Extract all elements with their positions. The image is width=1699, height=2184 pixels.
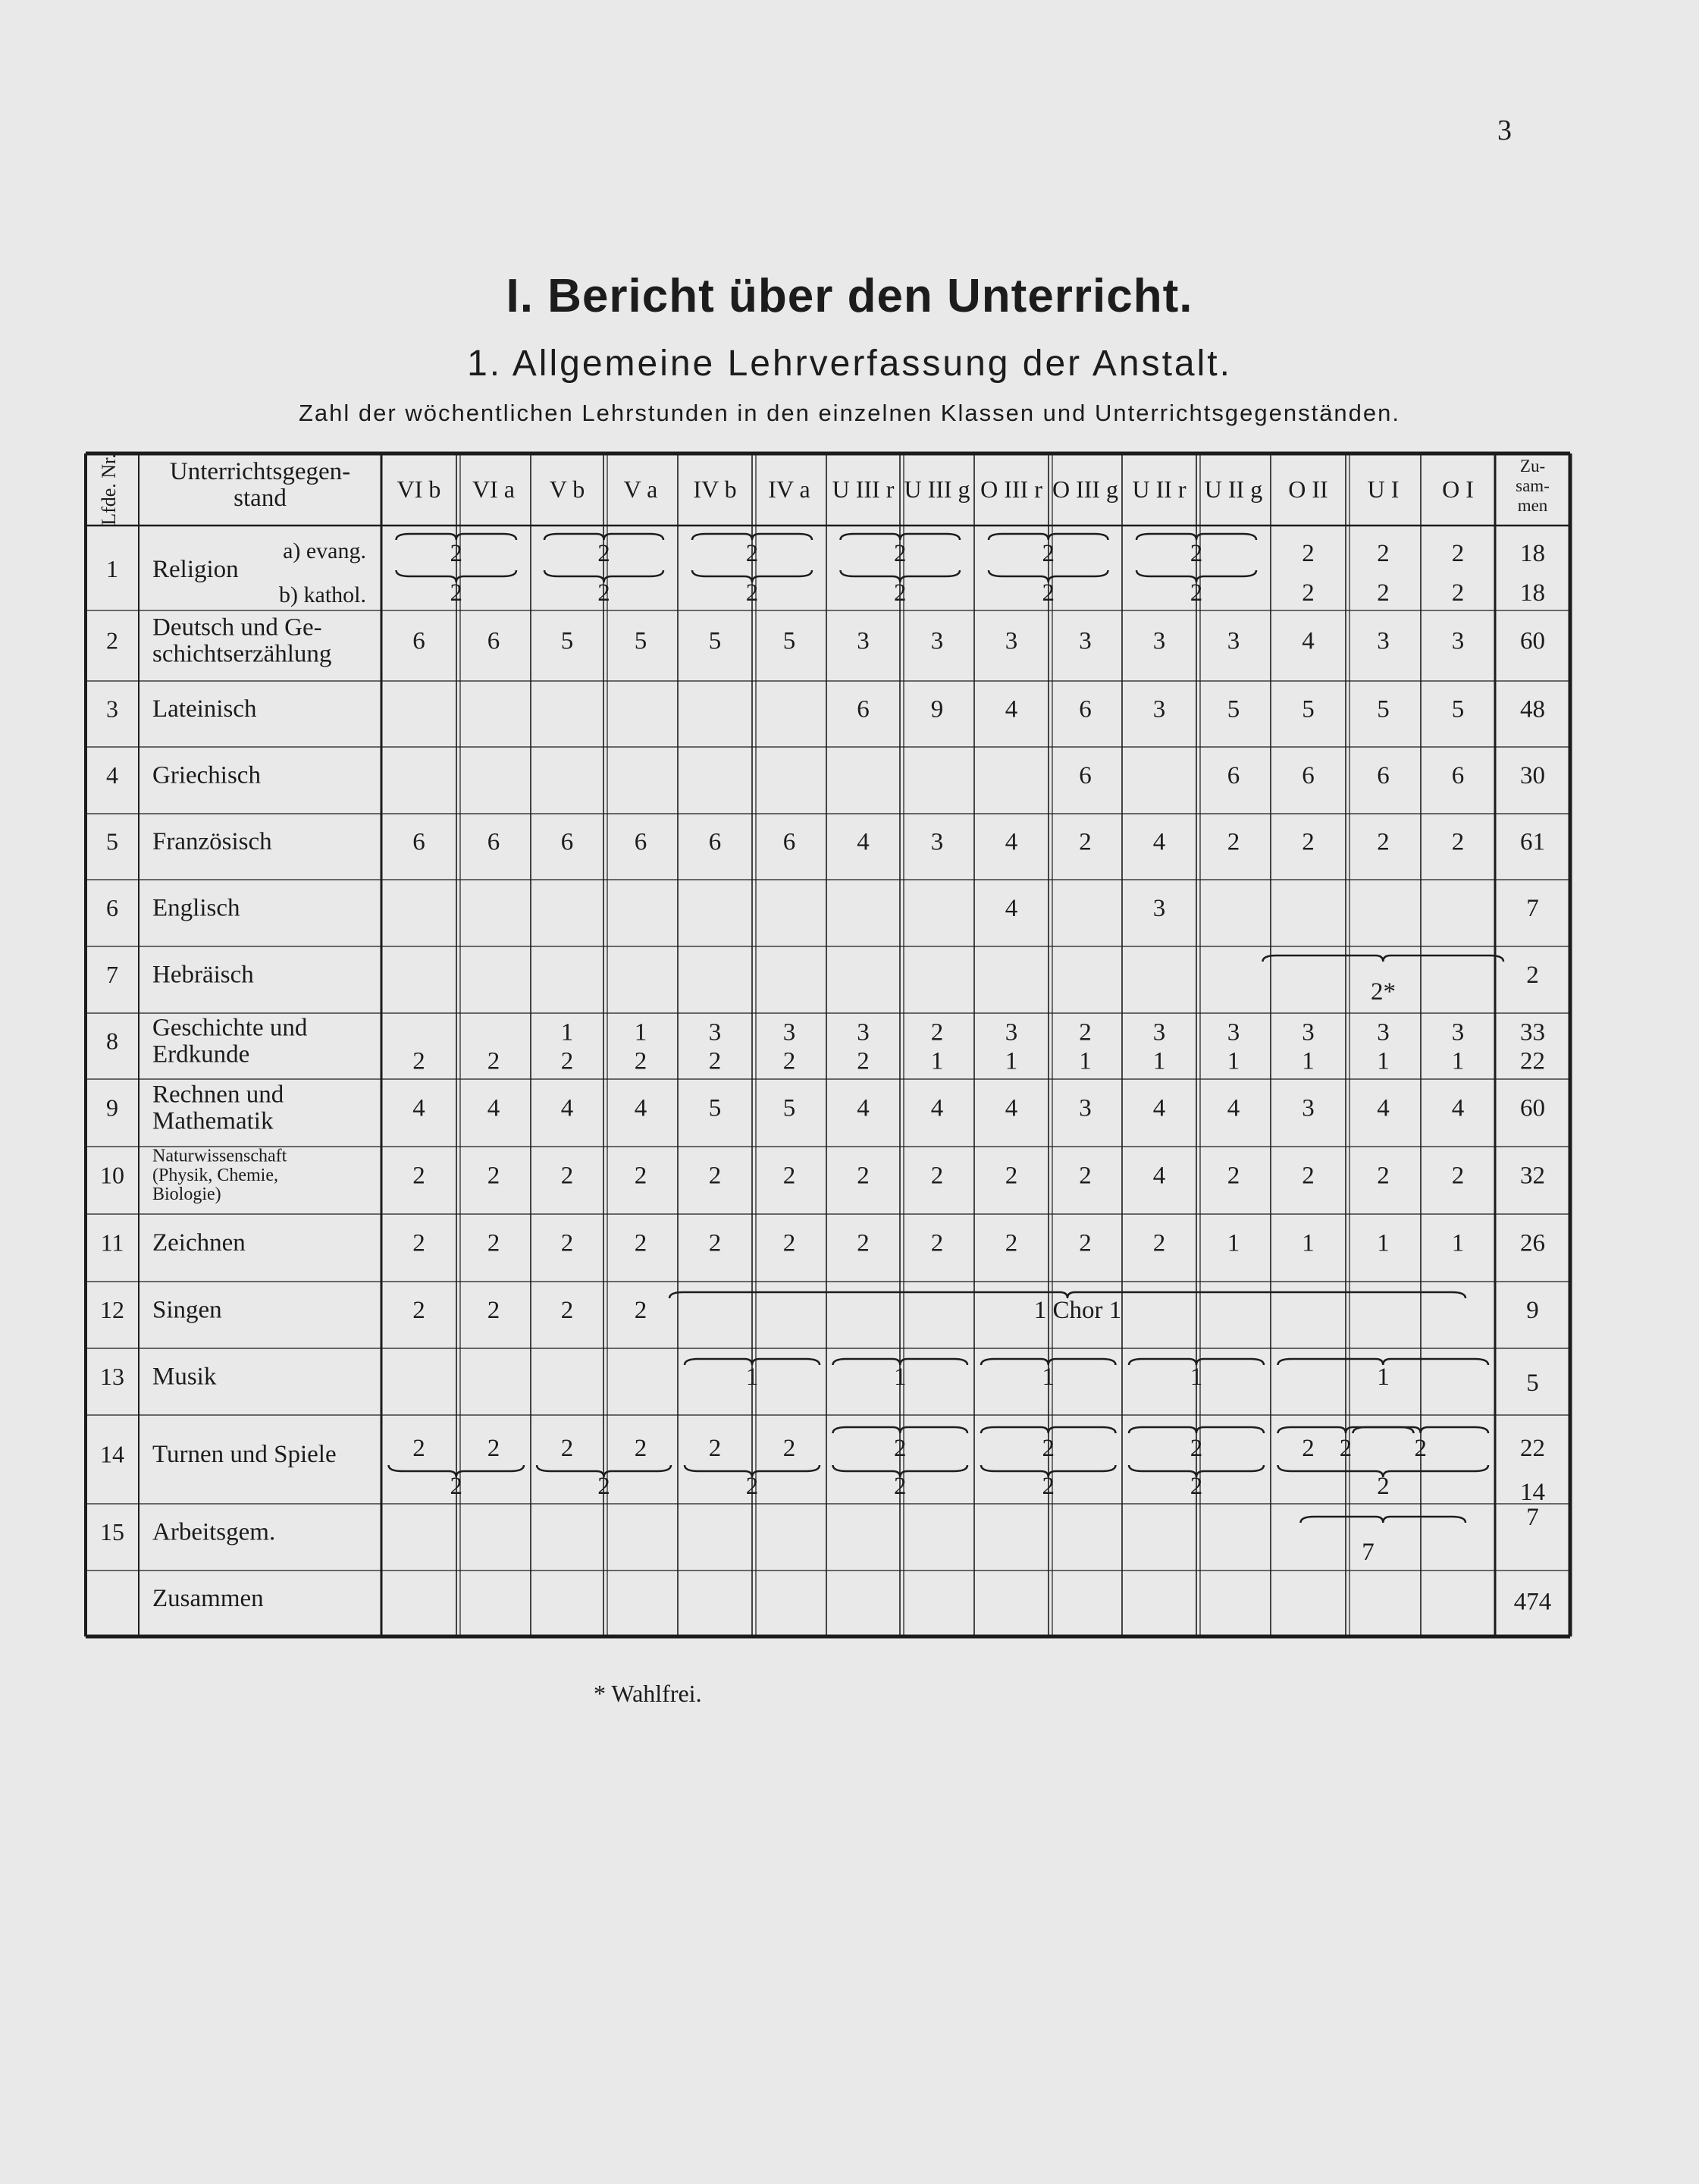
cell-value: 2 <box>708 1047 722 1075</box>
cell-value: 4 <box>634 1094 647 1122</box>
cell-value: 3 <box>1079 627 1092 655</box>
subject-label: schichtserzählung <box>152 640 332 668</box>
cell-value: 2 <box>782 1229 796 1257</box>
cell-value: 2 <box>1152 1229 1166 1257</box>
cell-value: 2 <box>1190 540 1203 567</box>
cell-value: 4 <box>487 1094 500 1122</box>
row-total: 7 <box>1526 895 1539 922</box>
cell-value: 3 <box>782 1018 796 1046</box>
cell-value: 6 <box>1302 762 1315 789</box>
subject-label: Turnen und Spiele <box>152 1441 337 1469</box>
subject-label: Arbeitsgem. <box>152 1518 276 1546</box>
total-header: men <box>1517 496 1548 515</box>
class-header-2: VI a <box>472 475 515 503</box>
cell-value: 3 <box>1152 627 1166 655</box>
subject-label: Griechisch <box>152 761 261 789</box>
cell-value: 5 <box>782 1094 796 1122</box>
grand-total: 474 <box>1513 1588 1552 1616</box>
cell-value: 1 <box>1377 1363 1390 1391</box>
cell-value: 2 <box>450 1473 462 1500</box>
cell-value: 2 <box>1302 1162 1315 1190</box>
cell-value: 5 <box>634 627 647 655</box>
cell-value: 2 <box>1339 1435 1353 1462</box>
cell-value: 5 <box>1451 695 1465 723</box>
cell-value: 2 <box>487 1229 500 1257</box>
cell-value: 2 <box>894 1435 907 1462</box>
cell-value: 2 <box>634 1162 647 1190</box>
cell-value: 3 <box>1079 1094 1092 1122</box>
subject-label: Biologie) <box>152 1185 221 1205</box>
cell-value: 2* <box>1371 978 1396 1006</box>
subject-label: Zusammen <box>152 1585 264 1613</box>
row-total: 2 <box>1526 962 1539 989</box>
header-nr: Lfde. Nr. <box>98 453 120 526</box>
cell-value: 6 <box>708 828 722 856</box>
cell-value: 5 <box>708 627 722 655</box>
cell-value: 2 <box>1005 1229 1018 1257</box>
cell-value: 2 <box>1302 828 1315 856</box>
cell-value: 1 Chor 1 <box>1033 1297 1122 1324</box>
row-total: 48 <box>1520 695 1545 723</box>
cell-value: 2 <box>412 1435 425 1462</box>
cell-value: 5 <box>1377 695 1390 723</box>
cell-value: 2 <box>1079 1018 1092 1046</box>
subject-sublabel: b) kathol. <box>279 582 366 607</box>
cell-value: 3 <box>930 828 944 856</box>
cell-value: 2 <box>708 1162 722 1190</box>
row-total: 33 <box>1520 1018 1545 1046</box>
class-header-4: V a <box>623 475 658 503</box>
cell-value: 6 <box>1451 762 1465 789</box>
subject-label: Englisch <box>152 894 240 922</box>
cell-value: 2 <box>1377 828 1390 856</box>
cell-value: 4 <box>857 828 870 856</box>
cell-value: 2 <box>560 1047 574 1075</box>
cell-value: 3 <box>857 1018 870 1046</box>
cell-value: 1 <box>1005 1047 1018 1075</box>
row-total: 14 <box>1520 1479 1545 1506</box>
row-number: 15 <box>100 1518 124 1545</box>
cell-value: 1 <box>1227 1229 1240 1257</box>
cell-value: 3 <box>1302 1094 1315 1122</box>
cell-value: 2 <box>1042 579 1055 607</box>
cell-value: 2 <box>634 1435 647 1462</box>
class-header-5: IV b <box>693 475 737 503</box>
cell-value: 7 <box>1362 1539 1375 1566</box>
cell-value: 3 <box>1451 1018 1465 1046</box>
cell-value: 3 <box>1377 1018 1390 1046</box>
cell-value: 2 <box>1302 579 1315 607</box>
cell-value: 3 <box>1302 1018 1315 1046</box>
row-number: 6 <box>106 894 118 921</box>
cell-value: 1 <box>894 1363 907 1391</box>
cell-value: 9 <box>930 695 944 723</box>
row-number: 8 <box>106 1027 118 1055</box>
cell-value: 6 <box>1377 762 1390 789</box>
cell-value: 2 <box>930 1162 944 1190</box>
cell-value: 1 <box>1377 1047 1390 1075</box>
cell-value: 1 <box>1227 1047 1240 1075</box>
cell-value: 6 <box>487 627 500 655</box>
cell-value: 2 <box>450 579 462 607</box>
cell-value: 2 <box>782 1047 796 1075</box>
cell-value: 4 <box>857 1094 870 1122</box>
cell-value: 2 <box>1377 1473 1390 1500</box>
cell-value: 2 <box>745 540 759 567</box>
row-number: 5 <box>106 827 118 855</box>
cell-value: 6 <box>412 828 425 856</box>
cell-value: 6 <box>1079 762 1092 789</box>
cell-value: 1 <box>560 1018 574 1046</box>
page-title: I. Bericht über den Unterricht. <box>506 270 1193 322</box>
cell-value: 2 <box>1377 540 1390 567</box>
subject-label: Singen <box>152 1296 222 1324</box>
row-total: 7 <box>1526 1504 1539 1531</box>
cell-value: 4 <box>1005 895 1018 922</box>
cell-value: 2 <box>930 1018 944 1046</box>
cell-value: 2 <box>1042 1473 1055 1500</box>
cell-value: 2 <box>487 1047 500 1075</box>
total-header: sam- <box>1516 476 1550 495</box>
cell-value: 2 <box>634 1047 647 1075</box>
cell-value: 2 <box>560 1162 574 1190</box>
cell-value: 3 <box>1152 695 1166 723</box>
cell-value: 2 <box>782 1435 796 1462</box>
row-number: 3 <box>106 695 118 723</box>
cell-value: 1 <box>1190 1363 1203 1391</box>
row-number: 13 <box>100 1363 124 1390</box>
cell-value: 2 <box>450 540 462 567</box>
row-total: 60 <box>1520 627 1545 655</box>
class-header-10: O III g <box>1052 475 1119 503</box>
cell-value: 2 <box>1190 1473 1203 1500</box>
cell-value: 4 <box>1152 828 1166 856</box>
cell-value: 6 <box>412 627 425 655</box>
row-total: 61 <box>1520 828 1545 856</box>
cell-value: 1 <box>1079 1047 1092 1075</box>
cell-value: 1 <box>1451 1047 1465 1075</box>
total-header: Zu- <box>1519 457 1546 475</box>
cell-value: 4 <box>1227 1094 1240 1122</box>
row-total: 18 <box>1520 579 1545 607</box>
subject-label: (Physik, Chemie, <box>152 1165 278 1185</box>
class-header-11: U II r <box>1132 475 1186 503</box>
row-total: 60 <box>1520 1094 1545 1122</box>
cell-value: 2 <box>745 1473 759 1500</box>
row-number: 1 <box>106 555 118 582</box>
row-total: 22 <box>1520 1047 1545 1075</box>
cell-value: 6 <box>782 828 796 856</box>
cell-value: 2 <box>412 1047 425 1075</box>
cell-value: 2 <box>487 1435 500 1462</box>
cell-value: 5 <box>560 627 574 655</box>
subject-label: Rechnen und <box>152 1081 284 1109</box>
row-total: 30 <box>1520 762 1545 789</box>
cell-value: 2 <box>857 1047 870 1075</box>
cell-value: 1 <box>1152 1047 1166 1075</box>
cell-value: 1 <box>1302 1047 1315 1075</box>
header-subject: stand <box>234 485 287 512</box>
cell-value: 2 <box>560 1435 574 1462</box>
cell-value: 6 <box>634 828 647 856</box>
cell-value: 2 <box>708 1229 722 1257</box>
workgroup-brace <box>1301 1517 1466 1523</box>
cell-value: 1 <box>1302 1229 1315 1257</box>
cell-value: 2 <box>1451 1162 1465 1190</box>
cell-value: 6 <box>560 828 574 856</box>
cell-value: 2 <box>1302 1435 1315 1462</box>
cell-value: 4 <box>412 1094 425 1122</box>
cell-value: 2 <box>1302 540 1315 567</box>
cell-value: 2 <box>1451 540 1465 567</box>
footnote: * Wahlfrei. <box>594 1680 702 1707</box>
cell-value: 2 <box>1451 828 1465 856</box>
cell-value: 4 <box>1451 1094 1465 1122</box>
cell-value: 5 <box>708 1094 722 1122</box>
class-header-14: U I <box>1367 475 1400 503</box>
cell-value: 2 <box>597 540 610 567</box>
subject-label: Lateinisch <box>152 695 257 723</box>
subject-label: Französisch <box>152 828 272 856</box>
class-header-8: U III g <box>904 475 970 503</box>
subject-label: Musik <box>152 1363 217 1391</box>
class-header-13: O II <box>1288 475 1328 503</box>
cell-value: 4 <box>1005 828 1018 856</box>
subject-label: Naturwissenschaft <box>152 1146 287 1166</box>
row-number: 9 <box>106 1094 118 1122</box>
cell-value: 4 <box>1152 1162 1166 1190</box>
subject-sublabel: a) evang. <box>283 538 366 563</box>
cell-value: 2 <box>412 1297 425 1324</box>
row-total: 32 <box>1520 1162 1545 1190</box>
cell-value: 4 <box>1005 695 1018 723</box>
cell-value: 2 <box>745 579 759 607</box>
cell-value: 2 <box>487 1297 500 1324</box>
cell-value: 4 <box>560 1094 574 1122</box>
row-number: 7 <box>106 961 118 988</box>
cell-value: 6 <box>487 828 500 856</box>
subject-label: Religion <box>152 556 239 583</box>
class-header-12: U II g <box>1204 475 1263 503</box>
cell-value: 2 <box>782 1162 796 1190</box>
cell-value: 6 <box>857 695 870 723</box>
cell-value: 1 <box>1451 1229 1465 1257</box>
table-caption: Zahl der wöchentlichen Lehrstunden in den einzelnen Klassen und Unterrichtsgegenständen. <box>298 400 1401 426</box>
cell-value: 1 <box>1377 1229 1390 1257</box>
cell-value: 2 <box>597 1473 610 1500</box>
cell-value: 3 <box>857 627 870 655</box>
row-total: 22 <box>1520 1435 1545 1462</box>
class-header-3: V b <box>549 475 585 503</box>
cell-value: 2 <box>894 540 907 567</box>
cell-value: 1 <box>1042 1363 1055 1391</box>
cell-value: 2 <box>894 579 907 607</box>
row-number: 2 <box>106 626 118 654</box>
cell-value: 2 <box>857 1162 870 1190</box>
class-header-9: O III r <box>980 475 1042 503</box>
cell-value: 3 <box>1227 627 1240 655</box>
row-total: 9 <box>1526 1297 1539 1324</box>
cell-value: 2 <box>1414 1435 1427 1462</box>
class-header-6: IV a <box>768 475 810 503</box>
cell-value: 4 <box>930 1094 944 1122</box>
cell-value: 2 <box>1079 1229 1092 1257</box>
cell-value: 2 <box>1377 579 1390 607</box>
cell-value: 2 <box>1377 1162 1390 1190</box>
cell-value: 2 <box>597 579 610 607</box>
row-number: 10 <box>100 1161 124 1189</box>
cell-value: 1 <box>634 1018 647 1046</box>
cell-value: 3 <box>1152 1018 1166 1046</box>
cell-value: 3 <box>1227 1018 1240 1046</box>
cell-value: 2 <box>1190 1435 1203 1462</box>
row-number: 11 <box>100 1228 124 1257</box>
cell-value: 5 <box>782 627 796 655</box>
cell-value: 2 <box>412 1229 425 1257</box>
row-number: 14 <box>100 1440 124 1468</box>
subject-label: Mathematik <box>152 1107 274 1135</box>
cell-value: 4 <box>1377 1094 1390 1122</box>
cell-value: 2 <box>1190 579 1203 607</box>
cell-value: 2 <box>560 1229 574 1257</box>
cell-value: 6 <box>1079 695 1092 723</box>
cell-value: 2 <box>560 1297 574 1324</box>
cell-value: 2 <box>1079 1162 1092 1190</box>
class-header-1: VI b <box>397 475 441 503</box>
cell-value: 4 <box>1005 1094 1018 1122</box>
subject-label: Deutsch und Ge- <box>152 613 322 642</box>
cell-value: 2 <box>412 1162 425 1190</box>
row-number: 4 <box>106 761 118 789</box>
cell-value: 1 <box>745 1363 759 1391</box>
cell-value: 2 <box>857 1229 870 1257</box>
cell-value: 3 <box>708 1018 722 1046</box>
cell-value: 3 <box>1377 627 1390 655</box>
cell-value: 2 <box>1042 540 1055 567</box>
row-total: 5 <box>1526 1370 1539 1397</box>
cell-value: 5 <box>1302 695 1315 723</box>
cell-value: 2 <box>1042 1435 1055 1462</box>
cell-value: 2 <box>487 1162 500 1190</box>
header-subject: Unterrichtsgegen- <box>169 458 351 485</box>
subject-label: Hebräisch <box>152 961 254 989</box>
subject-label: Geschichte und <box>152 1014 308 1042</box>
row-total: 26 <box>1520 1229 1545 1257</box>
cell-value: 2 <box>634 1297 647 1324</box>
cell-value: 4 <box>1302 627 1315 655</box>
cell-value: 2 <box>1005 1162 1018 1190</box>
cell-value: 4 <box>1152 1094 1166 1122</box>
cell-value: 6 <box>1227 762 1240 789</box>
class-header-15: O I <box>1442 475 1474 503</box>
cell-value: 2 <box>708 1435 722 1462</box>
row-number: 12 <box>100 1296 124 1323</box>
cell-value: 2 <box>634 1229 647 1257</box>
cell-value: 3 <box>1152 895 1166 922</box>
subject-label: Erdkunde <box>152 1040 250 1068</box>
cell-value: 2 <box>894 1473 907 1500</box>
subject-label: Zeichnen <box>152 1229 246 1257</box>
cell-value: 1 <box>930 1047 944 1075</box>
row-total: 18 <box>1520 540 1545 567</box>
cell-value: 3 <box>1451 627 1465 655</box>
cell-value: 2 <box>1227 828 1240 856</box>
class-header-7: U III r <box>832 475 895 503</box>
cell-value: 2 <box>1451 579 1465 607</box>
cell-value: 3 <box>1005 1018 1018 1046</box>
cell-value: 3 <box>1005 627 1018 655</box>
cell-value: 5 <box>1227 695 1240 723</box>
cell-value: 2 <box>930 1229 944 1257</box>
cell-value: 2 <box>1079 828 1092 856</box>
section-subtitle: 1. Allgemeine Lehrverfassung der Anstalt. <box>467 344 1232 384</box>
cell-value: 3 <box>930 627 944 655</box>
page-number: 3 <box>1497 115 1512 146</box>
hebrew-brace <box>1263 956 1504 962</box>
cell-value: 2 <box>1227 1162 1240 1190</box>
